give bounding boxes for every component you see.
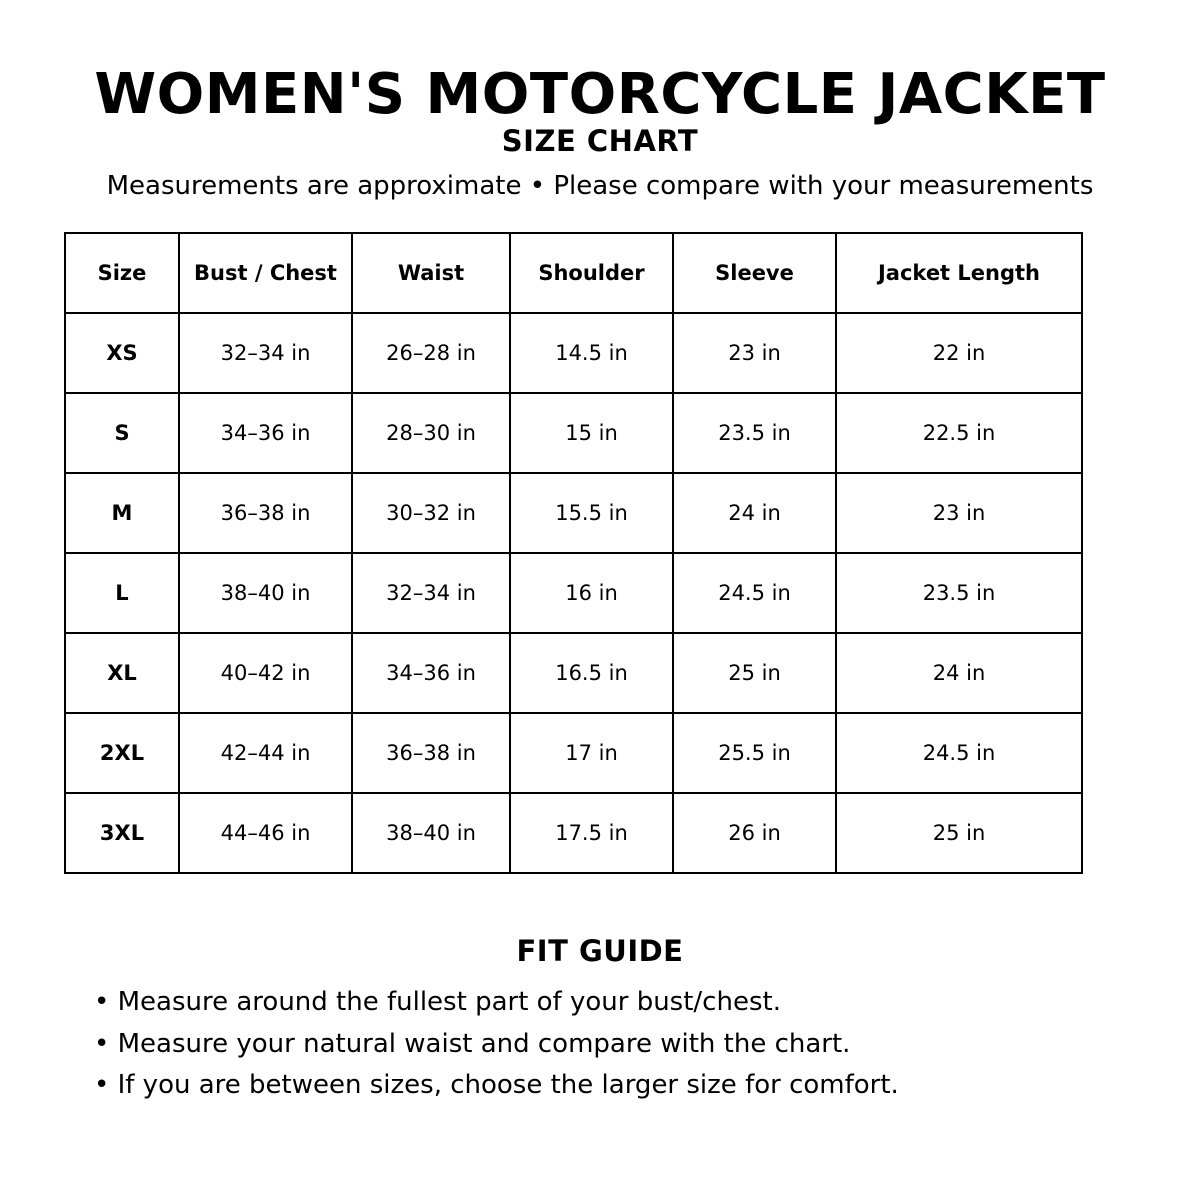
bust-chest-cell: 44–46 in — [179, 793, 352, 873]
size-cell: XL — [65, 633, 179, 713]
bust-chest-cell: 36–38 in — [179, 473, 352, 553]
list-item: • Measure around the fullest part of your bust/chest. — [94, 987, 781, 1017]
table-row — [65, 313, 1082, 393]
size-cell: L — [65, 553, 179, 633]
bust-chest-cell: 32–34 in — [179, 313, 352, 393]
table-row — [65, 473, 1082, 553]
fit-guide-title: FIT GUIDE — [516, 934, 684, 968]
sleeve-cell: 24 in — [673, 473, 836, 553]
jacket-length-cell: 24.5 in — [836, 713, 1082, 793]
column-header-bust-chest: Bust / Chest — [179, 233, 352, 313]
sleeve-cell: 25.5 in — [673, 713, 836, 793]
shoulder-cell: 16.5 in — [510, 633, 673, 713]
jacket-length-cell: 24 in — [836, 633, 1082, 713]
measurement-note: Measurements are approximate • Please compare with your measurements — [106, 171, 1094, 201]
size-cell: XS — [65, 313, 179, 393]
page-subtitle: SIZE CHART — [501, 124, 699, 158]
sleeve-cell: 23 in — [673, 313, 836, 393]
fit-guide-list — [94, 982, 899, 1107]
table-row — [65, 633, 1082, 713]
sleeve-cell: 23.5 in — [673, 393, 836, 473]
jacket-length-cell: 22 in — [836, 313, 1082, 393]
sleeve-cell: 24.5 in — [673, 553, 836, 633]
sleeve-cell: 26 in — [673, 793, 836, 873]
size-cell: 2XL — [65, 713, 179, 793]
waist-cell: 26–28 in — [352, 313, 510, 393]
shoulder-cell: 17.5 in — [510, 793, 673, 873]
shoulder-cell: 14.5 in — [510, 313, 673, 393]
waist-cell: 30–32 in — [352, 473, 510, 553]
bust-chest-cell: 40–42 in — [179, 633, 352, 713]
jacket-length-cell: 23.5 in — [836, 553, 1082, 633]
size-cell: S — [65, 393, 179, 473]
bust-chest-cell: 38–40 in — [179, 553, 352, 633]
table-row — [65, 393, 1082, 473]
list-item: • Measure your natural waist and compare with the chart. — [94, 1028, 851, 1059]
page-title: WOMEN'S MOTORCYCLE JACKET — [94, 62, 1106, 127]
sleeve-cell: 25 in — [673, 633, 836, 713]
waist-cell: 36–38 in — [352, 713, 510, 793]
table-row — [65, 793, 1082, 873]
jacket-length-cell: 23 in — [836, 473, 1082, 553]
table-header-row — [65, 233, 1082, 313]
size-chart-table — [64, 232, 1083, 874]
jacket-length-cell: 25 in — [836, 793, 1082, 873]
column-header-size: Size — [65, 233, 179, 313]
waist-cell: 32–34 in — [352, 553, 510, 633]
waist-cell: 38–40 in — [352, 793, 510, 873]
size-cell: 3XL — [65, 793, 179, 873]
column-header-waist: Waist — [352, 233, 510, 313]
jacket-length-cell: 22.5 in — [836, 393, 1082, 473]
list-item: • If you are between sizes, choose the larger size for comfort. — [94, 1070, 899, 1100]
shoulder-cell: 17 in — [510, 713, 673, 793]
size-cell: M — [65, 473, 179, 553]
bust-chest-cell: 42–44 in — [179, 713, 352, 793]
table-row — [65, 713, 1082, 793]
shoulder-cell: 16 in — [510, 553, 673, 633]
shoulder-cell: 15.5 in — [510, 473, 673, 553]
column-header-sleeve: Sleeve — [673, 233, 836, 313]
column-header-jacket-length: Jacket Length — [836, 233, 1082, 313]
table-row — [65, 553, 1082, 633]
bust-chest-cell: 34–36 in — [179, 393, 352, 473]
shoulder-cell: 15 in — [510, 393, 673, 473]
waist-cell: 28–30 in — [352, 393, 510, 473]
column-header-shoulder: Shoulder — [510, 233, 673, 313]
waist-cell: 34–36 in — [352, 633, 510, 713]
